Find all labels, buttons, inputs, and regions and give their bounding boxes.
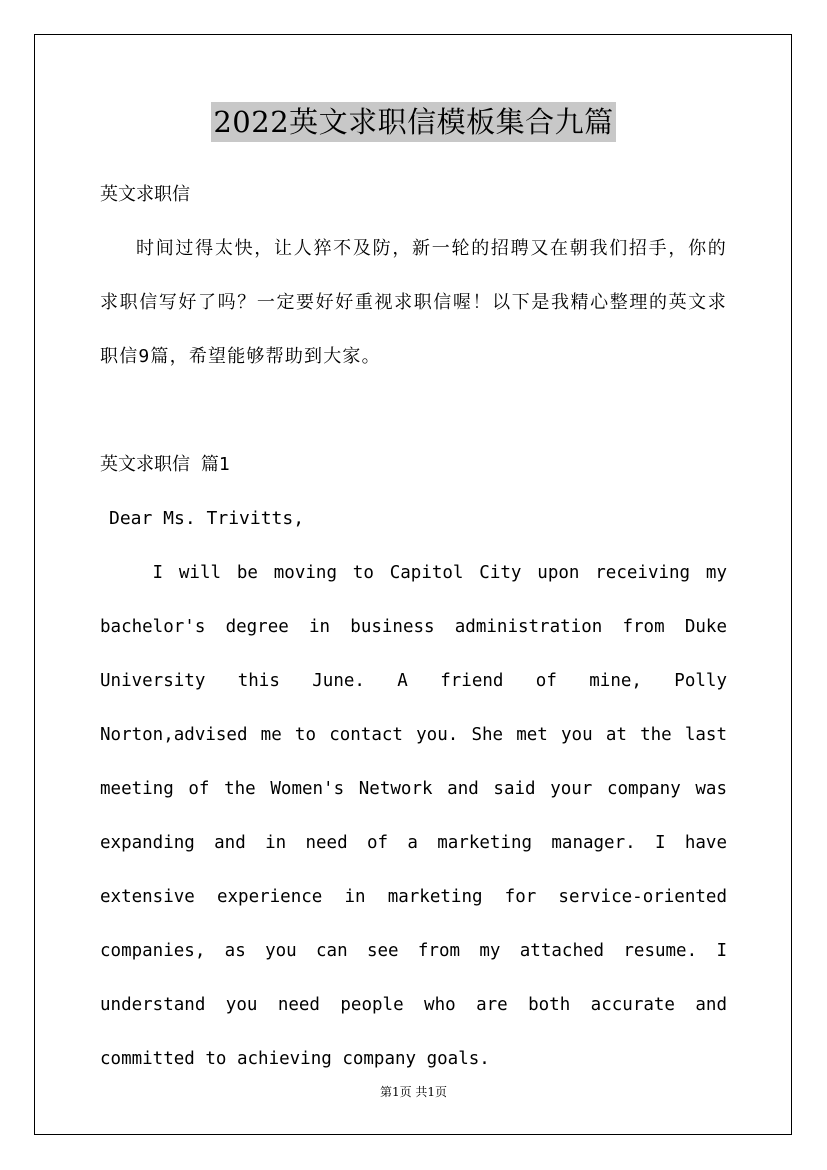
spacer <box>100 384 727 438</box>
letter-salutation: Dear Ms. Trivitts, <box>109 508 305 529</box>
page-number: 第1页 共1页 <box>379 1085 448 1099</box>
page-footer <box>0 1083 827 1100</box>
letter-body-paragraph: I will be moving to Capitol City upon receiving my bachelor's degree in business administration from Duke University this June. A friend of mine, Polly Norton,advised me to contact you. She met you at the last meeting of the Women's Network and said your company was expanding and in need of a marketing manager. I have extensive experience in marketing for service-oriented companies, as you can see from my attached resume. I understand you need people who are both accurate and committed to achieving company goals. <box>100 563 727 1069</box>
section-heading-1: 英文求职信 篇1 <box>100 454 230 475</box>
document-body <box>100 168 727 1086</box>
document-title: 2022英文求职信模板集合九篇 <box>211 102 615 142</box>
intro-paragraph: 时间过得太快，让人猝不及防，新一轮的招聘又在朝我们招手，你的求职信写好了吗？一定要好好重视求职信喔！以下是我精心整理的英文求职信9篇，希望能够帮助到大家。 <box>100 238 727 367</box>
intro-heading: 英文求职信 <box>100 184 190 205</box>
document-title-wrapper <box>0 102 827 142</box>
